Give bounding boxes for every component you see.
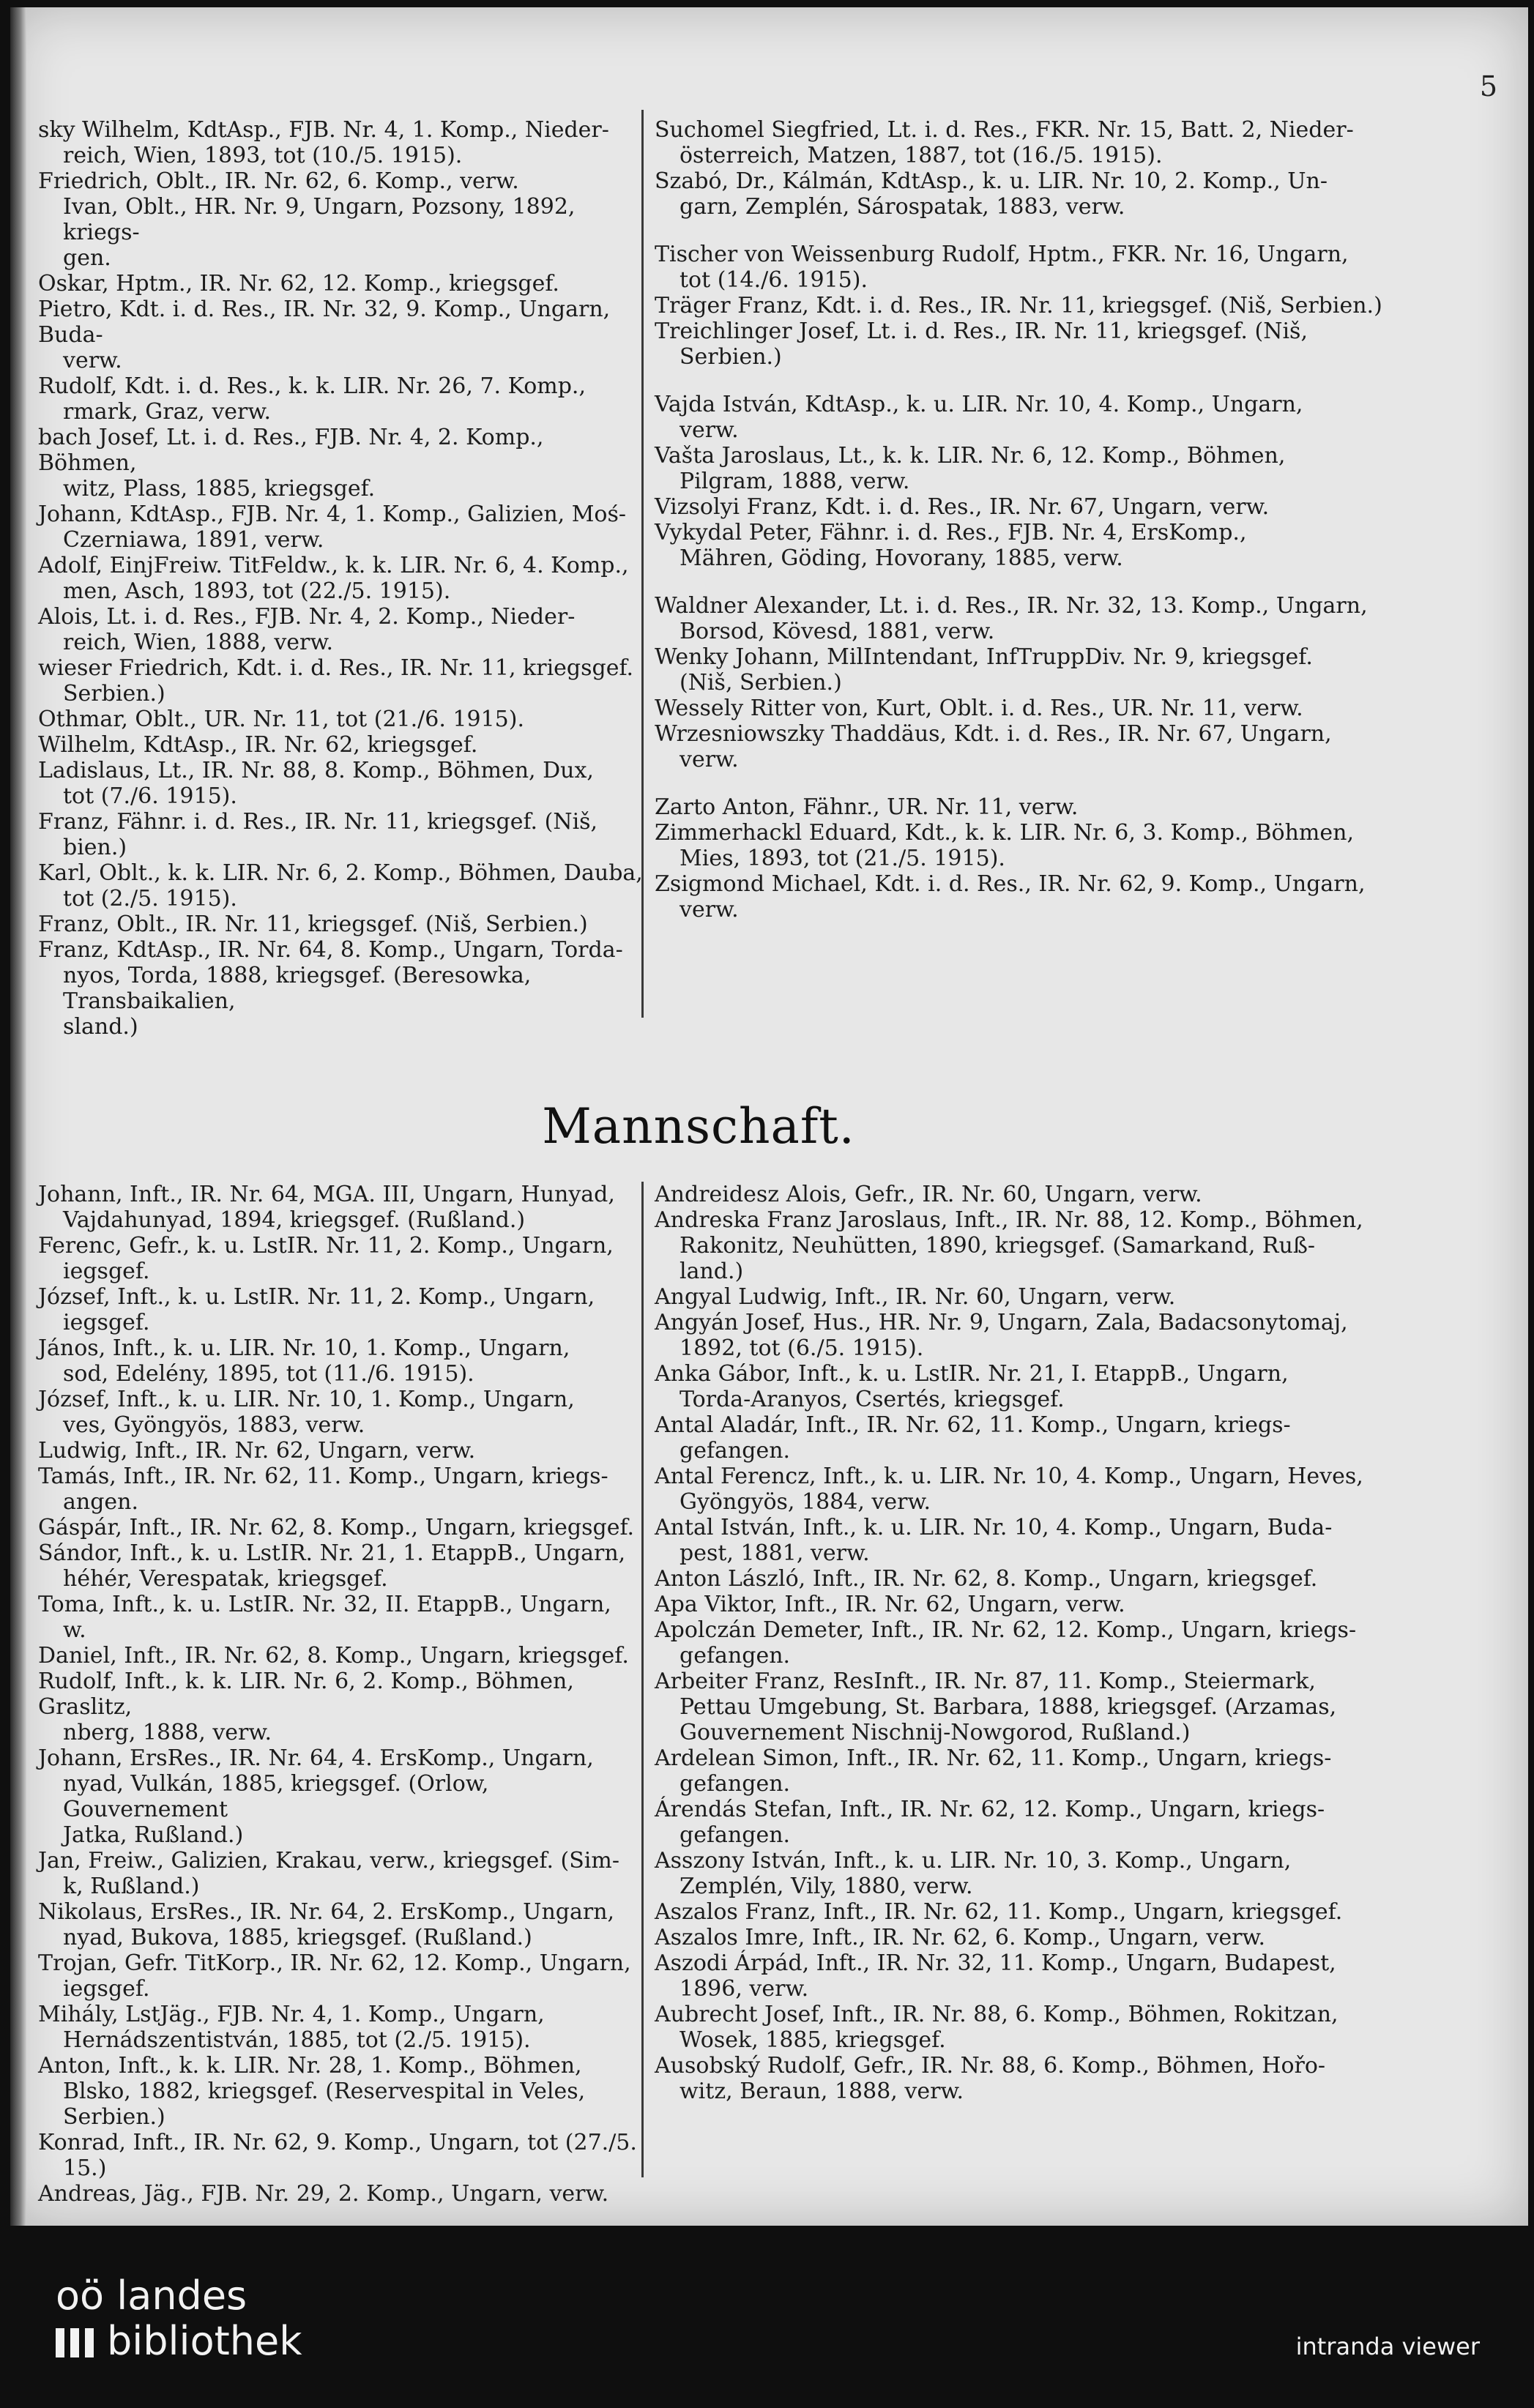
list-entry <box>655 794 1387 820</box>
list-entry <box>655 293 1387 318</box>
entry-continuation: 15.) <box>63 2155 107 2181</box>
entry-continuation: Mähren, Göding, Hovorany, 1885, verw. <box>679 545 1123 571</box>
list-entry <box>655 242 1387 293</box>
list-entry <box>655 1182 1387 1207</box>
entry-line: Franz, Fähnr. i. d. Res., IR. Nr. 11, kriegsgef. (Niš, <box>38 809 598 835</box>
list-entry <box>38 937 646 1040</box>
entry-continuation: tot (7./6. 1915). <box>63 783 237 809</box>
list-entry <box>655 1207 1387 1284</box>
list-entry <box>655 1797 1387 1848</box>
entry-line: Tischer von Weissenburg Rudolf, Hptm., FKR. Nr. 16, Ungarn, <box>655 242 1349 267</box>
list-entry <box>38 2002 646 2053</box>
entry-line: Jan, Freiw., Galizien, Krakau, verw., kriegsgef. (Sim- <box>38 1848 619 1874</box>
entry-line: Alois, Lt. i. d. Res., FJB. Nr. 4, 2. Komp., Nieder- <box>38 604 576 630</box>
entry-continuation: Pilgram, 1888, verw. <box>679 469 910 494</box>
entry-continuation: 1892, tot (6./5. 1915). <box>679 1335 924 1361</box>
entry-line: Anka Gábor, Inft., k. u. LstIR. Nr. 21, I. EtappB., Ungarn, <box>655 1361 1289 1387</box>
entry-line: sky Wilhelm, KdtAsp., FJB. Nr. 4, 1. Komp., Nieder- <box>38 117 609 143</box>
logo-line2-text: bibliothek <box>107 2318 302 2364</box>
list-entry <box>38 1950 646 2002</box>
list-entry <box>38 1515 646 1540</box>
entry-line: Vykydal Peter, Fähnr. i. d. Res., FJB. Nr. 4, ErsKomp., <box>655 520 1247 545</box>
entry-continuation: Hernádszentistván, 1885, tot (2./5. 1915). <box>63 2027 531 2053</box>
entry-continuation: iegsgef. <box>63 1976 150 2002</box>
mannschaft-list-right <box>655 1182 1387 2104</box>
scanned-page <box>10 7 1528 2226</box>
bars-icon <box>56 2328 100 2357</box>
list-entry <box>38 117 646 168</box>
entry-continuation: Ivan, Oblt., HR. Nr. 9, Ungarn, Pozsony, 1892, kriegs- <box>63 194 576 245</box>
entry-line: Wessely Ritter von, Kurt, Oblt. i. d. Res., UR. Nr. 11, verw. <box>655 696 1303 721</box>
entry-line: Zarto Anton, Fähnr., UR. Nr. 11, verw. <box>655 794 1079 820</box>
logo-line2 <box>56 2319 302 2364</box>
list-entry <box>655 1848 1387 1899</box>
entry-line: Nikolaus, ErsRes., IR. Nr. 64, 2. ErsKomp., Ungarn, <box>38 1899 615 1925</box>
entry-continuation: Gouvernement Nischnij-Nowgorod, Rußland.) <box>679 1720 1191 1745</box>
list-entry <box>655 721 1387 772</box>
list-entry <box>38 1438 646 1464</box>
list-entry <box>38 2053 646 2130</box>
entry-line: Aszalos Franz, Inft., IR. Nr. 62, 11. Komp., Ungarn, kriegsgef. <box>655 1899 1343 1925</box>
entry-continuation: sland.) <box>63 1014 138 1040</box>
entry-line: Treichlinger Josef, Lt. i. d. Res., IR. Nr. 11, kriegsgef. (Niš, <box>655 318 1308 344</box>
entry-line: Aszodi Árpád, Inft., IR. Nr. 32, 11. Komp., Ungarn, Budapest, <box>655 1950 1336 1976</box>
entry-line: Vašta Jaroslaus, Lt., k. k. LIR. Nr. 6, 12. Komp., Böhmen, <box>655 443 1286 469</box>
entry-line: Andreidesz Alois, Gefr., IR. Nr. 60, Ungarn, verw. <box>655 1182 1202 1207</box>
entry-line: Pietro, Kdt. i. d. Res., IR. Nr. 32, 9. Komp., Ungarn, Buda- <box>38 297 611 348</box>
entry-line: Trojan, Gefr. TitKorp., IR. Nr. 62, 12. Komp., Ungarn, <box>38 1950 631 1976</box>
entry-line: Ardelean Simon, Inft., IR. Nr. 62, 11. Komp., Ungarn, kriegs- <box>655 1745 1332 1771</box>
list-entry <box>655 593 1387 644</box>
entry-line: Andreas, Jäg., FJB. Nr. 29, 2. Komp., Ungarn, verw. <box>38 2181 609 2207</box>
list-entry <box>655 1566 1387 1592</box>
entry-continuation: Serbien.) <box>63 681 165 707</box>
entry-continuation: iegsgef. <box>63 1259 150 1284</box>
list-entry <box>38 1669 646 1745</box>
entry-line: Aszalos Imre, Inft., IR. Nr. 62, 6. Komp., Ungarn, verw. <box>655 1925 1266 1950</box>
list-entry <box>38 553 646 604</box>
entry-line: Tamás, Inft., IR. Nr. 62, 11. Komp., Ungarn, kriegs- <box>38 1464 608 1489</box>
list-entry <box>655 1899 1387 1925</box>
entry-continuation: Pettau Umgebung, St. Barbara, 1888, kriegsgef. (Arzamas, <box>679 1694 1337 1720</box>
list-entry <box>655 1669 1387 1745</box>
entry-continuation: w. <box>63 1617 86 1643</box>
entry-line: Angyal Ludwig, Inft., IR. Nr. 60, Ungarn, verw. <box>655 1284 1176 1310</box>
entry-continuation: ves, Gyöngyös, 1883, verw. <box>63 1412 365 1438</box>
list-entry <box>38 1540 646 1592</box>
entry-continuation: gen. <box>63 245 111 271</box>
entry-line: Asszony István, Inft., k. u. LIR. Nr. 10, 3. Komp., Ungarn, <box>655 1848 1292 1874</box>
entry-line: Antal Ferencz, Inft., k. u. LIR. Nr. 10, 4. Komp., Ungarn, Heves, <box>655 1464 1363 1489</box>
entry-line: Rudolf, Inft., k. k. LIR. Nr. 6, 2. Komp., Böhmen, Graslitz, <box>38 1669 574 1720</box>
entry-continuation: iegsgef. <box>63 1310 150 1335</box>
entry-line: János, Inft., k. u. LIR. Nr. 10, 1. Komp., Ungarn, <box>38 1335 570 1361</box>
list-entry <box>38 1592 646 1643</box>
entry-line: Wrzesniowszky Thaddäus, Kdt. i. d. Res., IR. Nr. 67, Ungarn, <box>655 721 1332 747</box>
entry-continuation: Borsod, Kövesd, 1881, verw. <box>679 619 995 644</box>
entry-continuation: Gyöngyös, 1884, verw. <box>679 1489 931 1515</box>
entry-continuation: (Niš, Serbien.) <box>679 670 842 696</box>
list-entry <box>38 1899 646 1950</box>
entry-continuation: Czerniawa, 1891, verw. <box>63 527 324 553</box>
entry-continuation: reich, Wien, 1893, tot (10./5. 1915). <box>63 143 463 168</box>
entry-line: Apa Viktor, Inft., IR. Nr. 62, Ungarn, verw. <box>655 1592 1125 1617</box>
entry-continuation: men, Asch, 1893, tot (22./5. 1915). <box>63 578 451 604</box>
entry-line: Träger Franz, Kdt. i. d. Res., IR. Nr. 11, kriegsgef. (Niš, Serbien.) <box>655 293 1382 318</box>
entry-line: Anton László, Inft., IR. Nr. 62, 8. Komp., Ungarn, kriegsgef. <box>655 1566 1318 1592</box>
entry-continuation: k, Rußland.) <box>63 1874 200 1899</box>
entry-line: József, Inft., k. u. LIR. Nr. 10, 1. Komp., Ungarn, <box>38 1387 575 1412</box>
entry-line: Apolczán Demeter, Inft., IR. Nr. 62, 12. Komp., Ungarn, kriegs- <box>655 1617 1357 1643</box>
list-entry <box>38 297 646 373</box>
entry-line: Árendás Stefan, Inft., IR. Nr. 62, 12. Komp., Ungarn, kriegs- <box>655 1797 1325 1822</box>
viewer-label: intranda viewer <box>1295 2333 1480 2360</box>
entry-line: Karl, Oblt., k. k. LIR. Nr. 6, 2. Komp., Böhmen, Dauba, <box>38 860 643 886</box>
list-entry <box>655 1950 1387 2002</box>
section-heading: Mannschaft. <box>542 1098 855 1155</box>
list-entry <box>38 1643 646 1669</box>
list-entry <box>655 1464 1387 1515</box>
entry-line: Ferenc, Gefr., k. u. LstIR. Nr. 11, 2. Komp., Ungarn, <box>38 1233 614 1259</box>
entry-continuation: nyos, Torda, 1888, kriegsgef. (Beresowka, Transbaikalien, <box>63 963 532 1014</box>
entry-line: Zimmerhackl Eduard, Kdt., k. k. LIR. Nr. 6, 3. Komp., Böhmen, <box>655 820 1354 846</box>
entry-line: Waldner Alexander, Lt. i. d. Res., IR. Nr. 32, 13. Komp., Ungarn, <box>655 593 1368 619</box>
entry-continuation: Torda-Aranyos, Csertés, kriegsgef. <box>679 1387 1065 1412</box>
entry-line: Wenky Johann, MilIntendant, InfTruppDiv. Nr. 9, kriegsgef. <box>655 644 1313 670</box>
list-entry <box>655 318 1387 370</box>
entry-continuation: gefangen. <box>679 1771 791 1797</box>
entry-continuation: Blsko, 1882, kriegsgef. (Reservespital in Veles, Serbien.) <box>63 2079 586 2130</box>
list-entry <box>38 1233 646 1284</box>
entry-line: Vizsolyi Franz, Kdt. i. d. Res., IR. Nr. 67, Ungarn, verw. <box>655 494 1270 520</box>
list-entry <box>38 2181 646 2207</box>
list-entry <box>655 871 1387 922</box>
entry-gap <box>655 772 1387 794</box>
entry-line: Suchomel Siegfried, Lt. i. d. Res., FKR. Nr. 15, Batt. 2, Nieder- <box>655 117 1354 143</box>
list-entry <box>655 696 1387 721</box>
entry-gap <box>655 370 1387 392</box>
entry-continuation: héhér, Verespatak, kriegsgef. <box>63 1566 388 1592</box>
entry-line: Adolf, EinjFreiw. TitFeldw., k. k. LIR. Nr. 6, 4. Komp., <box>38 553 629 578</box>
entry-continuation: tot (2./5. 1915). <box>63 886 237 912</box>
list-entry <box>38 425 646 502</box>
list-entry <box>38 373 646 425</box>
list-entry <box>38 809 646 860</box>
list-entry <box>38 271 646 297</box>
entry-continuation: witz, Plass, 1885, kriegsgef. <box>63 476 376 502</box>
entry-line: Franz, Oblt., IR. Nr. 11, kriegsgef. (Niš, Serbien.) <box>38 912 588 937</box>
list-entry <box>655 443 1387 494</box>
entry-continuation: verw. <box>679 417 739 443</box>
entry-continuation: tot (14./6. 1915). <box>679 267 868 293</box>
entry-continuation: verw. <box>679 897 739 922</box>
list-entry <box>38 912 646 937</box>
page-number: 5 <box>1479 70 1497 102</box>
entry-line: bach Josef, Lt. i. d. Res., FJB. Nr. 4, 2. Komp., Böhmen, <box>38 425 544 476</box>
entry-continuation: österreich, Matzen, 1887, tot (16./5. 1915). <box>679 143 1163 168</box>
list-entry <box>655 2002 1387 2053</box>
entry-continuation: Zemplén, Vily, 1880, verw. <box>679 1874 973 1899</box>
entry-line: Friedrich, Oblt., IR. Nr. 62, 6. Komp., verw. <box>38 168 519 194</box>
entry-continuation: nberg, 1888, verw. <box>63 1720 272 1745</box>
entry-line: Wilhelm, KdtAsp., IR. Nr. 62, kriegsgef. <box>38 732 478 758</box>
entry-line: Toma, Inft., k. u. LstIR. Nr. 32, II. EtappB., Ungarn, <box>38 1592 611 1617</box>
entry-continuation: verw. <box>679 747 739 772</box>
entry-continuation: gefangen. <box>679 1438 791 1464</box>
list-entry <box>38 502 646 553</box>
list-entry <box>38 860 646 912</box>
list-entry <box>38 1335 646 1387</box>
list-entry <box>655 1361 1387 1412</box>
entry-continuation: reich, Wien, 1888, verw. <box>63 630 334 655</box>
entry-line: Szabó, Dr., Kálmán, KdtAsp., k. u. LIR. Nr. 10, 2. Komp., Un- <box>655 168 1328 194</box>
entry-continuation: sod, Edelény, 1895, tot (11./6. 1915). <box>63 1361 474 1387</box>
entry-line: Aubrecht Josef, Inft., IR. Nr. 88, 6. Komp., Böhmen, Rokitzan, <box>655 2002 1338 2027</box>
list-entry <box>655 1592 1387 1617</box>
entry-continuation: Wosek, 1885, kriegsgef. <box>679 2027 946 2053</box>
entry-continuation: gefangen. <box>679 1822 791 1848</box>
entry-continuation: land.) <box>679 1259 744 1284</box>
list-entry <box>655 392 1387 443</box>
entry-line: Ludwig, Inft., IR. Nr. 62, Ungarn, verw. <box>38 1438 476 1464</box>
entry-line: József, Inft., k. u. LstIR. Nr. 11, 2. Komp., Ungarn, <box>38 1284 595 1310</box>
entry-line: Oskar, Hptm., IR. Nr. 62, 12. Komp., kriegsgef. <box>38 271 559 297</box>
entry-line: Sándor, Inft., k. u. LstIR. Nr. 21, 1. EtappB., Ungarn, <box>38 1540 626 1566</box>
entry-line: Daniel, Inft., IR. Nr. 62, 8. Komp., Ungarn, kriegsgef. <box>38 1643 629 1669</box>
list-entry <box>655 1284 1387 1310</box>
entry-line: Mihály, LstJäg., FJB. Nr. 4, 1. Komp., Ungarn, <box>38 2002 545 2027</box>
list-entry <box>38 1284 646 1335</box>
list-entry <box>38 604 646 655</box>
list-entry <box>655 1745 1387 1797</box>
list-entry <box>655 494 1387 520</box>
entry-continuation: Mies, 1893, tot (21./5. 1915). <box>679 846 1005 871</box>
entry-continuation: angen. <box>63 1489 139 1515</box>
list-entry <box>655 644 1387 696</box>
list-entry <box>655 1412 1387 1464</box>
list-entry <box>655 1925 1387 1950</box>
list-entry <box>38 758 646 809</box>
entry-continuation: pest, 1881, verw. <box>679 1540 870 1566</box>
entry-line: Konrad, Inft., IR. Nr. 62, 9. Komp., Ungarn, tot (27./5. <box>38 2130 637 2155</box>
entry-line: Johann, KdtAsp., FJB. Nr. 4, 1. Komp., Galizien, Moś- <box>38 502 627 527</box>
entry-continuation: verw. <box>63 348 122 373</box>
entry-line: Ladislaus, Lt., IR. Nr. 88, 8. Komp., Böhmen, Dux, <box>38 758 594 783</box>
entry-gap <box>655 571 1387 593</box>
list-entry <box>38 168 646 271</box>
entry-line: Anton, Inft., k. k. LIR. Nr. 28, 1. Komp., Böhmen, <box>38 2053 582 2079</box>
entry-continuation: rmark, Graz, verw. <box>63 399 272 425</box>
library-logo <box>56 2273 302 2364</box>
list-entry <box>38 655 646 707</box>
entry-line: wieser Friedrich, Kdt. i. d. Res., IR. Nr. 11, kriegsgef. <box>38 655 634 681</box>
entry-continuation: nyad, Bukova, 1885, kriegsgef. (Rußland.) <box>63 1925 532 1950</box>
entry-line: Gáspár, Inft., IR. Nr. 62, 8. Komp., Ungarn, kriegsgef. <box>38 1515 635 1540</box>
list-entry <box>655 117 1387 168</box>
entry-continuation: gefangen. <box>679 1643 791 1669</box>
entry-line: Franz, KdtAsp., IR. Nr. 64, 8. Komp., Ungarn, Torda- <box>38 937 623 963</box>
list-entry <box>655 168 1387 220</box>
entry-continuation: nyad, Vulkán, 1885, kriegsgef. (Orlow, Gouvernement <box>63 1771 489 1822</box>
entry-line: Johann, ErsRes., IR. Nr. 64, 4. ErsKomp., Ungarn, <box>38 1745 594 1771</box>
list-entry <box>38 1387 646 1438</box>
list-entry <box>38 1745 646 1848</box>
mannschaft-list-left <box>38 1182 646 2207</box>
entry-line: Antal Aladár, Inft., IR. Nr. 62, 11. Komp., Ungarn, kriegs- <box>655 1412 1291 1438</box>
list-entry <box>38 732 646 758</box>
list-entry <box>38 1464 646 1515</box>
entry-continuation: 1896, verw. <box>679 1976 809 2002</box>
entry-line: Andreska Franz Jaroslaus, Inft., IR. Nr. 88, 12. Komp., Böhmen, <box>655 1207 1363 1233</box>
entry-line: Angyán Josef, Hus., HR. Nr. 9, Ungarn, Zala, Badacsonytomaj, <box>655 1310 1348 1335</box>
logo-line1: oö landes <box>56 2273 247 2319</box>
entry-line: Johann, Inft., IR. Nr. 64, MGA. III, Ungarn, Hunyad, <box>38 1182 615 1207</box>
officer-list-left <box>38 117 646 1040</box>
officer-list-right <box>655 117 1387 922</box>
entry-line: Othmar, Oblt., UR. Nr. 11, tot (21./6. 1915). <box>38 707 525 732</box>
list-entry <box>38 707 646 732</box>
entry-line: Ausobský Rudolf, Gefr., IR. Nr. 88, 6. Komp., Böhmen, Hořo- <box>655 2053 1326 2079</box>
list-entry <box>38 1182 646 1233</box>
entry-line: Arbeiter Franz, ResInft., IR. Nr. 87, 11. Komp., Steiermark, <box>655 1669 1316 1694</box>
entry-continuation: Jatka, Rußland.) <box>63 1822 244 1848</box>
entry-line: Rudolf, Kdt. i. d. Res., k. k. LIR. Nr. 26, 7. Komp., <box>38 373 587 399</box>
entry-line: Antal István, Inft., k. u. LIR. Nr. 10, 4. Komp., Ungarn, Buda- <box>655 1515 1333 1540</box>
list-entry <box>655 1617 1387 1669</box>
entry-continuation: Serbien.) <box>679 344 782 370</box>
list-entry <box>38 2130 646 2181</box>
entry-continuation: garn, Zemplén, Sárospatak, 1883, verw. <box>679 194 1125 220</box>
entry-continuation: bien.) <box>63 835 127 860</box>
list-entry <box>655 1515 1387 1566</box>
entry-continuation: Vajdahunyad, 1894, kriegsgef. (Rußland.) <box>63 1207 526 1233</box>
list-entry <box>38 1848 646 1899</box>
list-entry <box>655 520 1387 571</box>
entry-continuation: Rakonitz, Neuhütten, 1890, kriegsgef. (Samarkand, Ruß- <box>679 1233 1315 1259</box>
list-entry <box>655 2053 1387 2104</box>
list-entry <box>655 820 1387 871</box>
entry-line: Zsigmond Michael, Kdt. i. d. Res., IR. Nr. 62, 9. Komp., Ungarn, <box>655 871 1366 897</box>
entry-continuation: witz, Beraun, 1888, verw. <box>679 2079 964 2104</box>
entry-gap <box>655 220 1387 242</box>
list-entry <box>655 1310 1387 1361</box>
entry-line: Vajda István, KdtAsp., k. u. LIR. Nr. 10, 4. Komp., Ungarn, <box>655 392 1303 417</box>
